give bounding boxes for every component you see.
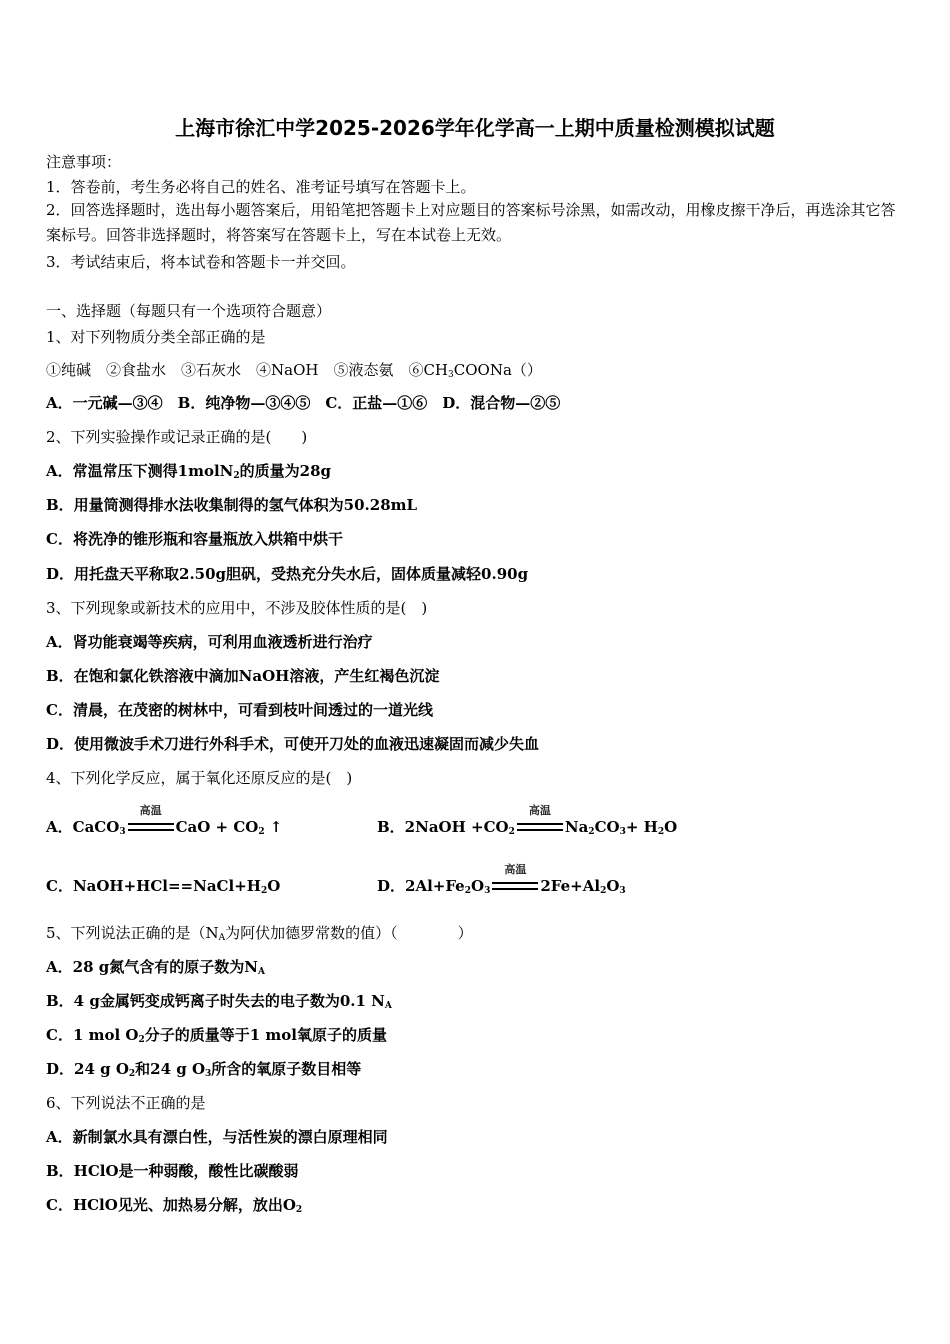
exam-title: 上海市徐汇中学2025-2026学年化学高一上期中质量检测模拟试题: [175, 116, 775, 140]
q3-option-d: D．使用微波手术刀进行外科手术，可使开刀处的血液迅速凝固而减少失血: [46, 735, 540, 753]
q6-option-a: A．新制氯水具有漂白性，与活性炭的漂白原理相同: [46, 1128, 388, 1146]
q4-d-right-1: 2Fe+Al: [540, 877, 601, 895]
q5-c-text-2: 分子的质量等于1 mol氧原子的质量: [144, 1026, 387, 1044]
q4-c-text: C．NaOH+HCl==NaCl+H: [46, 877, 261, 895]
q5-stem-sub: A: [218, 933, 226, 943]
notice-heading: 注意事项：: [46, 153, 122, 171]
q5-c-sub: 2: [138, 1035, 145, 1045]
q5-d-text-3: 所含的氧原子数目相等: [211, 1060, 362, 1078]
q2-option-c: C．将洗净的锥形瓶和容量瓶放入烘箱中烘干: [46, 530, 343, 548]
q4-b-left-sub: 2: [508, 827, 515, 837]
q5-d-sub1: 2: [128, 1069, 136, 1079]
q4-b-right-sub1: 2: [588, 827, 595, 837]
q5-b-sub: A: [384, 1001, 392, 1011]
q5-option-c: [46, 1026, 387, 1044]
q4-b-right-sub2: 3: [619, 827, 626, 837]
q5-d-text: D．24 g O: [46, 1060, 129, 1078]
double-line-arrow: [128, 823, 174, 831]
q4-option-c: [46, 877, 280, 895]
section-heading: 一、选择题（每题只有一个选项符合题意）: [46, 302, 332, 320]
q4-b-right-3: + H: [625, 818, 658, 836]
q1-items-text-2: COONa（）: [453, 361, 542, 379]
q4-a-left-sub: 3: [119, 827, 126, 837]
condition-label: 高温: [504, 863, 527, 876]
q5-option-d: [46, 1060, 361, 1078]
q1-options: A．一元碱—③④ B．纯净物—③④⑤ C．正盐—①⑥ D．混合物—②⑤: [46, 394, 561, 412]
q5-option-a: [46, 958, 265, 976]
q1-items: [46, 361, 542, 379]
q4-d-right-sub2: 3: [619, 886, 626, 896]
condition-label: 高温: [139, 804, 162, 817]
notice-item-3: 3．考试结束后，将本试卷和答题卡一并交回。: [46, 253, 356, 271]
q5-stem-text-2: 为阿伏加德罗常数的值）（ ）: [225, 924, 473, 942]
q5-option-b: [46, 992, 392, 1010]
condition-label: 高温: [528, 804, 551, 817]
q5-a-sub: A: [257, 967, 265, 977]
q4-b-right-1: Na: [564, 818, 589, 836]
q2-option-d: D．用托盘天平称取2.50g胆矾，受热充分失水后，固体质量减轻0.90g: [46, 565, 529, 583]
q4-d-right-2: O: [606, 877, 620, 895]
q3-option-c: C．清晨，在茂密的树林中，可看到枝叶间透过的一道光线: [46, 701, 433, 719]
q4-b-right-2: CO: [594, 818, 620, 836]
double-line-arrow: [492, 882, 538, 890]
q4-stem: 4、下列化学反应，属于氧化还原反应的是( ): [46, 769, 353, 787]
q4-d-left-1: D．2Al+Fe: [377, 877, 465, 895]
high-temp-condition-a: [128, 804, 174, 837]
q2-option-a: [46, 462, 331, 480]
q6-option-c: [46, 1196, 302, 1214]
q3-option-b: B．在饱和氯化铁溶液中滴加NaOH溶液，产生红褐色沉淀: [46, 667, 440, 685]
high-temp-condition-b: [517, 804, 563, 837]
q1-stem: 1、对下列物质分类全部正确的是: [46, 328, 266, 346]
q2-stem: 2、下列实验操作或记录正确的是( ): [46, 428, 308, 446]
q2-a-text-2: 的质量为28g: [239, 462, 332, 480]
q1-items-sub: 3: [448, 370, 454, 380]
q4-option-d: [377, 863, 626, 896]
notice-item-2: 2．回答选择题时，选出每小题答案后，用铅笔把答题卡上对应题目的答案标号涂黑，如需改动，用橡皮擦干净后，再选涂其它答案标号。回答非选择题时，将答案写在答题卡上，写在本试卷上无效。: [46, 201, 896, 244]
q5-stem-text: 5、下列说法正确的是（N: [46, 924, 219, 942]
q4-c-sub: 2: [260, 886, 268, 896]
q4-a-left: A．CaCO: [46, 818, 120, 836]
q2-option-b: B．用量筒测得排水法收集制得的氢气体积为50.28mL: [46, 496, 418, 514]
q6-c-text: C．HClO见光、加热易分解，放出O: [46, 1196, 296, 1214]
q4-c-text-2: O: [267, 877, 281, 895]
q4-a-right-2: ↑: [264, 818, 283, 836]
q4-a-right: CaO + CO: [175, 818, 259, 836]
q3-stem: 3、下列现象或新技术的应用中，不涉及胶体性质的是( ): [46, 599, 428, 617]
q4-d-left-sub2: 3: [484, 886, 491, 896]
q6-c-sub: 2: [295, 1205, 303, 1215]
q4-option-b: [377, 804, 678, 837]
q5-a-text: A．28 g氮气含有的原子数为N: [46, 958, 258, 976]
q4-d-left-2: O: [471, 877, 485, 895]
notice-item-1: 1．答卷前，考生务必将自己的姓名、准考证号填写在答题卡上。: [46, 178, 476, 196]
q5-b-text: B．4 g金属钙变成钙离子时失去的电子数为0.1 N: [46, 992, 385, 1010]
q3-option-a: A．肾功能衰竭等疾病，可利用血液透析进行治疗: [46, 633, 373, 651]
q4-option-a: [46, 804, 283, 837]
q4-d-left-sub1: 2: [464, 886, 471, 896]
q5-stem: [46, 924, 473, 942]
q1-items-text: ①纯碱 ②食盐水 ③石灰水 ④NaOH ⑤液态氨 ⑥CH: [46, 361, 449, 379]
q4-b-right-4: O: [664, 818, 678, 836]
high-temp-condition-d: [492, 863, 538, 896]
q6-stem: 6、下列说法不正确的是: [46, 1094, 206, 1112]
q2-a-sub: 2: [233, 471, 240, 481]
q4-a-right-sub: 2: [258, 827, 265, 837]
q4-b-left: B．2NaOH +CO: [377, 818, 509, 836]
q4-d-right-sub1: 2: [600, 886, 607, 896]
q5-d-text-2: 和24 g O: [135, 1060, 206, 1078]
q5-d-sub2: 3: [205, 1069, 212, 1079]
q5-c-text: C．1 mol O: [46, 1026, 139, 1044]
q4-b-right-sub3: 2: [657, 827, 665, 837]
q2-a-text: A．常温常压下测得1molN: [46, 462, 234, 480]
double-line-arrow: [517, 823, 563, 831]
q6-option-b: B．HClO是一种弱酸，酸性比碳酸弱: [46, 1162, 299, 1180]
